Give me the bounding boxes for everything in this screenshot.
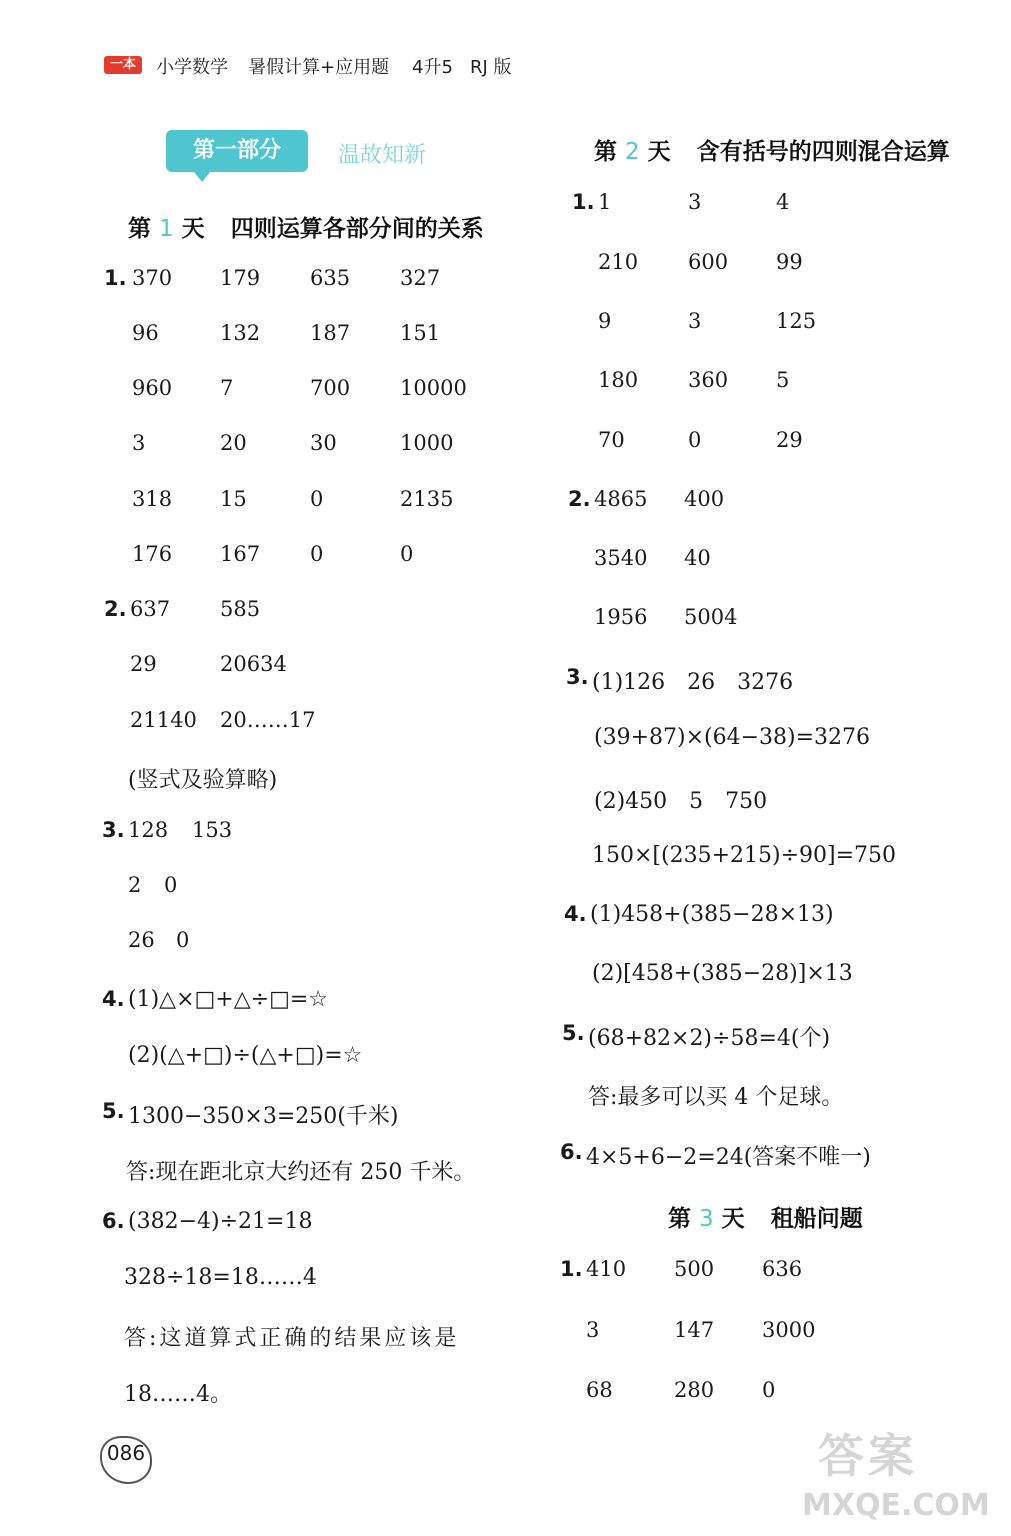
page-number: 086 xyxy=(100,1436,152,1484)
day1-prefix: 第 xyxy=(128,216,151,242)
answer-value: 167 xyxy=(220,542,261,566)
answer-value: 68 xyxy=(586,1378,613,1402)
question-label: 2. xyxy=(568,487,591,511)
answer-sentence: 答:最多可以买 4 个足球。 xyxy=(588,1085,844,1110)
answer-value: 70 xyxy=(598,428,625,452)
answer-expression: (1)126 26 3276 xyxy=(592,670,794,695)
answer-value: 153 xyxy=(192,818,233,842)
answer-expression: 1300−350×3=250(千米) xyxy=(128,1104,399,1129)
answer-value: 20634 xyxy=(220,652,287,676)
day2-title: 含有括号的四则混合运算 xyxy=(696,139,950,165)
header-grade: 4升5 xyxy=(412,57,453,78)
day1-heading xyxy=(128,210,484,243)
answer-value: 0 xyxy=(688,428,702,452)
answer-value: 29 xyxy=(130,652,157,676)
answer-value: 210 xyxy=(598,250,639,274)
answer-sentence: 18……4。 xyxy=(124,1382,232,1407)
question-label: 5. xyxy=(562,1021,585,1045)
answer-value: 125 xyxy=(776,309,817,333)
answer-value: 147 xyxy=(674,1318,715,1342)
answer-value: 15 xyxy=(220,487,247,511)
answer-value: 327 xyxy=(400,266,441,290)
header-edition: RJ 版 xyxy=(470,57,512,78)
answer-value: 3540 xyxy=(594,546,648,570)
answer-expression: 4×5+6−2=24(答案不唯一) xyxy=(586,1145,871,1170)
answer-value: 280 xyxy=(674,1378,715,1402)
question-label: 2. xyxy=(104,597,127,621)
answer-value: 2135 xyxy=(400,487,454,511)
answer-value: 30 xyxy=(310,431,337,455)
answer-expression: (1)458+(385−28×13) xyxy=(590,902,834,927)
answer-value: 5004 xyxy=(684,605,738,629)
answer-value: 20 xyxy=(220,431,247,455)
answer-value: 0 xyxy=(176,928,190,952)
answer-sentence: 答:现在距北京大约还有 250 千米。 xyxy=(126,1160,476,1185)
answer-expression: (2)[458+(385−28)]×13 xyxy=(592,961,853,986)
answer-value: 26 xyxy=(128,928,155,952)
answer-expression: 150×[(235+215)÷90]=750 xyxy=(592,843,897,868)
answer-value: 7 xyxy=(220,376,234,400)
answer-value: 585 xyxy=(220,597,261,621)
answer-value: 600 xyxy=(688,250,729,274)
answer-value: 21140 xyxy=(130,708,197,732)
answer-value: 99 xyxy=(776,250,803,274)
answer-value: 3 xyxy=(586,1318,600,1342)
day2-number: 2 xyxy=(625,139,640,165)
header-subject: 小学数学 xyxy=(156,57,228,78)
question-label: 4. xyxy=(102,987,125,1011)
answer-value: 635 xyxy=(310,266,351,290)
part-banner xyxy=(166,130,308,172)
answer-value: 1 xyxy=(598,190,612,214)
question-label: 6. xyxy=(560,1140,583,1164)
answer-value: 0 xyxy=(400,542,414,566)
answer-expression: (1)△×□+△÷□=☆ xyxy=(128,987,329,1012)
answer-value: 3 xyxy=(688,190,702,214)
answer-sentence: 答:这道算式正确的结果应该是 xyxy=(124,1326,460,1351)
day2-prefix: 第 xyxy=(594,139,617,165)
watermark xyxy=(800,1420,1000,1530)
answer-value: 3000 xyxy=(762,1318,816,1342)
answer-value: 3 xyxy=(688,309,702,333)
answer-value: 151 xyxy=(400,321,441,345)
question-label: 1. xyxy=(104,266,127,290)
answer-value: 29 xyxy=(776,428,803,452)
answer-value: 9 xyxy=(598,309,612,333)
answer-expression: 328÷18=18……4 xyxy=(124,1265,317,1290)
answer-value: 4 xyxy=(776,190,790,214)
answer-value: 400 xyxy=(684,487,725,511)
answer-value: 0 xyxy=(762,1378,776,1402)
question-label: 1. xyxy=(572,190,595,214)
answer-value: 179 xyxy=(220,266,261,290)
answer-value: 960 xyxy=(132,376,173,400)
answer-value: 5 xyxy=(776,368,790,392)
answer-expression: (2)450 5 750 xyxy=(594,789,768,814)
day2-heading xyxy=(594,133,950,166)
answer-value: 10000 xyxy=(400,376,467,400)
answer-value: 700 xyxy=(310,376,351,400)
answer-value: 360 xyxy=(688,368,729,392)
part-banner-label: 第一部分 xyxy=(192,138,281,163)
answer-value: 128 xyxy=(128,818,169,842)
answer-value: 0 xyxy=(310,487,324,511)
answer-value: 176 xyxy=(132,542,173,566)
answer-value: 4865 xyxy=(594,487,648,511)
day3-title: 租船问题 xyxy=(770,1206,863,1232)
question-label: 3. xyxy=(566,665,589,689)
answer-expression: (382−4)÷21=18 xyxy=(128,1209,313,1234)
answer-value: 370 xyxy=(132,266,173,290)
answer-value: 20……17 xyxy=(220,708,316,732)
watermark-logo-text: 答案 xyxy=(818,1429,918,1483)
watermark-url: MXQE.COM xyxy=(802,1488,990,1523)
answer-expression: (68+82×2)÷58=4(个) xyxy=(588,1026,831,1051)
question-label: 6. xyxy=(102,1209,125,1233)
answer-value: 0 xyxy=(310,542,324,566)
answer-value: 1956 xyxy=(594,605,648,629)
answer-value: 3 xyxy=(132,431,146,455)
answer-value: 636 xyxy=(762,1257,803,1281)
day1-title: 四则运算各部分间的关系 xyxy=(230,216,484,242)
answer-value: 1000 xyxy=(400,431,454,455)
answer-value: 40 xyxy=(684,546,711,570)
day3-number: 3 xyxy=(699,1206,714,1232)
answer-note: (竖式及验算略) xyxy=(128,768,278,793)
answer-value: 637 xyxy=(130,597,171,621)
answer-value: 187 xyxy=(310,321,351,345)
day2-unit: 天 xyxy=(647,139,671,165)
question-label: 1. xyxy=(560,1257,583,1281)
day3-unit: 天 xyxy=(721,1206,745,1232)
day3-prefix: 第 xyxy=(668,1206,691,1232)
answer-value: 500 xyxy=(674,1257,715,1281)
answer-value: 318 xyxy=(132,487,173,511)
question-label: 4. xyxy=(564,902,587,926)
answer-value: 180 xyxy=(598,368,639,392)
question-label: 5. xyxy=(102,1099,125,1123)
answer-value: 0 xyxy=(164,873,178,897)
day1-number: 1 xyxy=(159,216,174,242)
day3-heading xyxy=(668,1200,863,1233)
answer-value: 96 xyxy=(132,321,159,345)
day1-unit: 天 xyxy=(181,216,205,242)
brand-logo: 一本 xyxy=(104,56,142,74)
answer-value: 410 xyxy=(586,1257,627,1281)
header-title: 暑假计算+应用题 xyxy=(248,57,390,78)
answer-expression: (2)(△+□)÷(△+□)=☆ xyxy=(128,1043,363,1068)
answer-value: 2 xyxy=(128,873,142,897)
answer-value: 132 xyxy=(220,321,261,345)
question-label: 3. xyxy=(102,818,125,842)
part-banner-subtitle: 温故知新 xyxy=(338,143,427,168)
answer-expression: (39+87)×(64−38)=3276 xyxy=(594,725,871,750)
